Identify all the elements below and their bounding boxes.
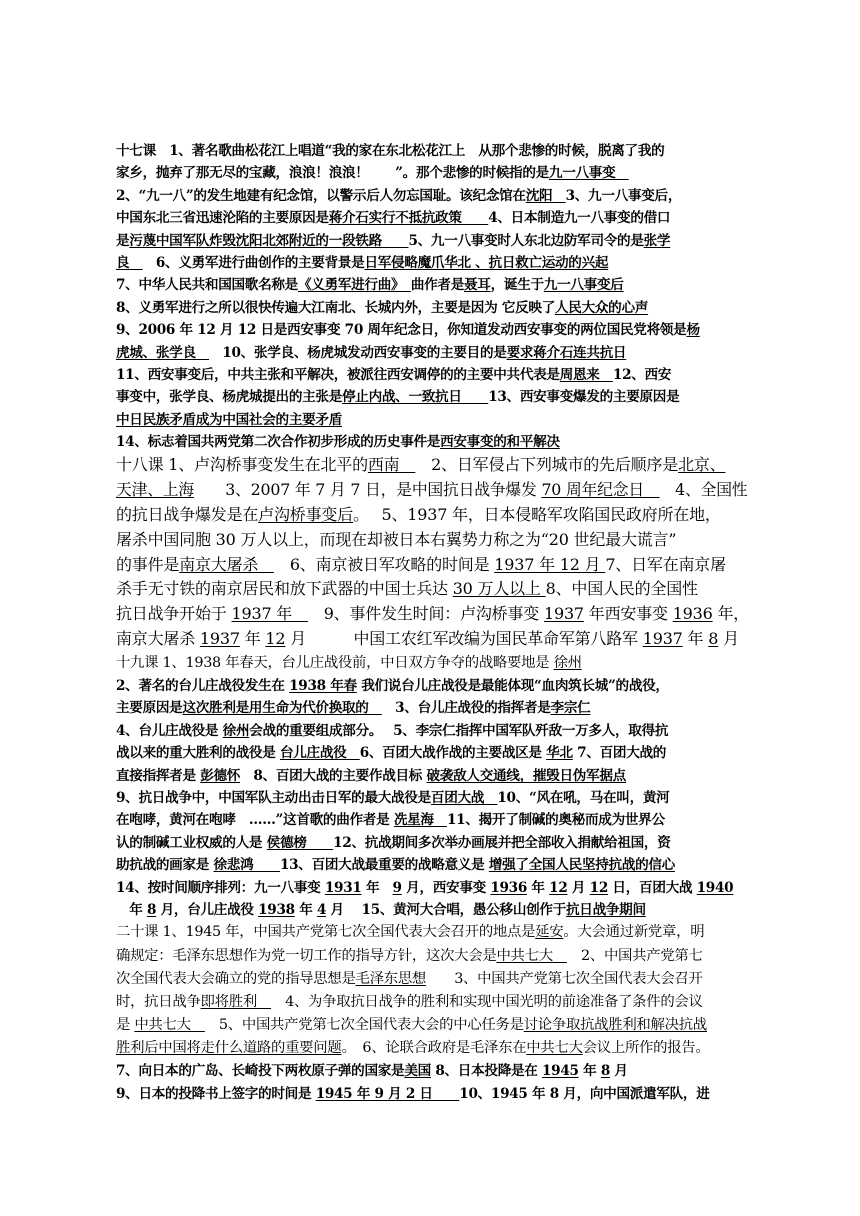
question-text: 9、日本的投降书上签字的时间是 [116,1085,316,1102]
question-text: 年 [578,1063,601,1080]
text-line [116,503,750,528]
answer-text: 1938 年春 [289,678,357,695]
question-text: 主要原因是 [116,700,183,717]
answer-text: 李宗仁 [550,700,591,717]
question-text: 是 [116,232,130,249]
question-text: 确规定：毛泽东思想作为党一切工作的指导方针，这次大会是 [116,947,497,964]
answer-text: 70 周年纪念日 [541,480,660,500]
answer-text: 台儿庄战役 [279,745,360,762]
text-line [116,787,750,809]
question-text: 的事件是 [116,554,180,574]
text-line [116,832,750,854]
answer-text: 1945 [542,1063,579,1080]
question-text: 3、九一八事变后， [565,187,682,204]
question-text: 会战的重要组成部分。 5、李宗仁指挥中国军队歼敌一万多人，取得抗 [249,722,669,739]
answer-text: 《义勇军进行曲》 [297,277,411,294]
answer-text: 1940 [696,879,734,896]
question-text: 2、日军侵占下列城市的先后顺序是 [415,455,679,475]
question-text: 会议上所作的报告。 [582,1040,710,1057]
text-line [116,553,750,578]
question-text: 时，抗日战争 [116,993,201,1010]
answer-text: 1938 [258,901,295,918]
answer-text: 中共七大 [134,1017,205,1034]
answer-text: 1931 [324,879,362,896]
answer-text: 4 [316,901,327,918]
answer-text: 1945 年 9 月 2 日 [315,1085,460,1102]
answer-text: 污蔑中国军队炸毁沈阳北郊附近的一段铁路 [129,232,409,249]
question-text: 4、台儿庄战役是 [116,722,223,739]
question-text: 8、百团大战的主要作战目标 [240,767,427,784]
answer-text: 破袭敌人交通线，摧毁日伪军据点 [426,767,626,784]
text-line [116,297,750,319]
answer-text: 九一八事变 [548,165,629,182]
text-line [116,945,750,968]
answer-text: 人民大众的心声 [555,299,649,316]
answer-text: 良 [116,254,143,271]
answer-text: 聂耳 [464,277,491,294]
answer-text: 杨 [686,322,700,339]
question-text: 月 [610,1063,628,1080]
text-line [116,230,750,252]
question-text: 13、百团大战最重要的战略意义是 [279,857,489,874]
text-line [116,1060,750,1082]
text-line [116,274,750,296]
text-line [116,720,750,742]
question-text: 。 6、论联合政府是毛泽东在 [341,1040,527,1057]
question-text: 曲作者是 [410,277,465,294]
question-text: 14、标志着国共两党第二次合作初步形成的历史事件是 [116,434,441,451]
question-text: 年 [116,901,148,918]
question-text: 6、义勇军进行曲创作的主要背景是 [142,254,365,271]
question-text: 3、2007 年 7 月 7 日，是中国抗日战争爆发 [194,480,542,500]
question-text: 14、按时间顺序排列：九一八事变 [116,879,325,896]
question-text: 8、义勇军进行之所以很快传遍大江南北、长城内外，主要是因为 它反映了 [116,299,555,316]
question-text: 中国东北三省迅速沦陷的主要原因是 [116,210,329,227]
question-text: 次全国代表大会确立的党的指导思想是 [116,970,356,987]
answer-text: 1937 [543,604,584,624]
question-text: 年 [294,901,317,918]
answer-text: 徐州 [222,722,250,739]
question-text: 年 [361,879,393,896]
text-line [116,991,750,1014]
text-line [116,742,750,764]
question-text: 南京大屠杀 [116,629,200,649]
answer-text: 彭德怀 [200,767,241,784]
text-line [116,809,750,831]
question-text: 13、西安事变爆发的主要原因是 [488,389,680,406]
question-text: 10、张学良、杨虎城发动西安事变的主要目的是 [209,344,507,361]
question-text: 二十课 1、1945 年，中国共产党第七次全国代表大会召开的地点是 [116,924,536,941]
document-page [116,140,750,1105]
question-text: 12、西安 [612,366,672,383]
question-text: 4、日本制造九一八事变的借口 [488,210,671,227]
answer-text: 12 [549,879,568,896]
answer-text: 1937 [642,629,683,649]
answer-text: 8 [600,1063,610,1080]
question-text: 8、中国人民的全国性 [545,579,698,599]
answer-text: 天津、上海 [116,480,194,500]
answer-text: 美国 [404,1063,431,1080]
answer-text: 中日民族矛盾成为中国社会的主要矛盾 [116,411,342,428]
question-text: ，诞生于 [490,277,544,294]
question-text: 年 [682,629,709,649]
answer-text: 胜利后中国将走什么道路的重要问题 [116,1040,342,1057]
answer-text: 冼星海 [393,812,448,829]
question-text: 1、著名歌曲松花江上唱道“我的家在东北松花江上 从那个悲惨的时候，脱离了我的 [169,143,665,159]
question-text: 助抗战的画家是 [116,857,214,874]
answer-text: 这次胜利是用生命为代价换取的 [182,700,382,717]
answer-text: 沈阳 [525,187,566,204]
answer-text: 中共七大 [496,947,567,964]
text-line [116,968,750,991]
answer-text: 讨论争取抗战胜利和解决抗战 [523,1017,707,1034]
answer-text: 要求蒋介石连共抗日 [506,344,627,361]
question-text: 的抗日战争爆发是在 [116,505,259,525]
text-line [116,409,750,431]
question-text: 5、九一八事变时人东北边防军司令的是 [408,232,644,249]
question-text: 9、抗日战争中，中国军队主动出击日军的最大战役是 [116,789,431,806]
question-text: 2、“九一八”的发生地建有纪念馆，以警示后人勿忘国耻。该纪念馆在 [116,187,526,204]
answer-text: 徐悲鸿 [213,857,280,874]
question-text: 10、1945 年 8 月，向中国派遣军队，进 [459,1085,710,1102]
question-text: 3、台儿庄战役的指挥者是 [381,700,551,717]
question-text: 直接指挥者是 [116,767,201,784]
question-text: 2、著名的台儿庄战役发生在 [116,678,290,695]
text-line [116,899,750,921]
question-text: 月 [567,879,590,896]
question-text: 月 [718,629,739,649]
question-text: 。大会通过新党章，明 [563,924,705,941]
answer-text: 1936 [490,879,527,896]
text-line [116,528,750,553]
question-text: 日，百团大战 [608,879,697,896]
text-line [116,602,750,627]
answer-text: 西安事变的和平解决 [440,434,560,451]
answer-text: 徐州 [553,654,582,671]
answer-text: 百团大战 [430,789,498,806]
question-text: 9、2006 年 12 月 12 日是西安事变 70 周年纪念日，你知道发动西安事变的两位国民党将领是 [116,322,687,339]
answer-text: 停止内战、一致抗日 [342,389,489,406]
text-line [116,1083,750,1105]
question-text: 是 [116,1017,135,1034]
answer-text: 华北 [546,745,573,762]
answer-text: 8 [147,901,157,918]
text-line [116,652,750,675]
answer-text: 日军侵略魔爪华北 、抗日救亡运动的兴起 [364,254,609,271]
question-text: 月，西安事变 [401,879,491,896]
question-text: 十八课 1、卢沟桥事变发生在北平的 [116,455,368,475]
answer-text: 南京大屠杀 [179,554,275,574]
answer-text: 即将胜利 [200,993,272,1010]
text-line [116,431,750,453]
question-text: 事变中，张学良、杨虎城提出的主张是 [116,389,342,406]
text-line [116,1037,750,1060]
answer-text: 张学 [643,232,671,249]
answer-text: 西南 [367,455,416,475]
answer-text: 1937 年 [231,604,308,624]
answer-text: 九一八事变后 [543,277,624,294]
text-line [116,697,750,719]
question-text: 抗日战争开始于 [116,604,232,624]
question-text: 家乡，抛弃了那无尽的宝藏，浪浪！浪浪！ ”。那个悲惨的时候指的是 [116,165,549,182]
text-line [116,854,750,876]
answer-text: 30 万人以上 [452,579,546,599]
text-line [116,364,750,386]
answer-text: 1936 [672,604,713,624]
answer-text: 9 [392,879,402,896]
question-text: 在咆哮，黄河在咆哮 ……”这首歌的曲作者是 [116,812,394,829]
question-text: 。 5、1937 年，日本侵略军攻陷国民政府所在地， [353,505,721,525]
question-text: 8、日本投降是在 [430,1063,543,1080]
text-line [116,627,750,652]
question-text: 认的制碱工业权威的人是 [116,834,267,851]
question-text: 年西安事变 [583,604,673,624]
question-text: 4、为争取抗日战争的胜利和实现中国光明的前途准备了条件的会议 [271,993,703,1010]
text-line [116,342,750,364]
question-text: 4、全国性 [659,480,748,500]
text-line [116,765,750,787]
answer-text: 抗日战争期间 [566,901,646,918]
question-text: 月 15、黄河大合唱，愚公移山创作于 [326,901,566,918]
question-text: 2、中国共产党第七 [566,947,703,964]
text-line [116,386,750,408]
question-text: 年 [527,879,550,896]
answer-text: 卢沟桥事变后 [258,505,354,525]
answer-text: 中共七大 [526,1040,583,1057]
text-line [116,675,750,697]
answer-text: 虎城、张学良 [116,344,210,361]
answer-text: 蒋介石实行不抵抗政策 [328,210,489,227]
question-text: 6、百团大战作战的主要战区是 [359,745,547,762]
question-text: 屠杀中国同胞 30 万人以上，而现在却被日本右翼势力称之为“20 世纪最大谎言” [116,529,677,549]
question-text: 3、中国共产党第七次全国代表大会召开 [426,970,703,987]
question-text: 月 中国工农红军改编为国民革命军第八路军 [285,629,643,649]
question-text: 我们说台儿庄战役是最能体现“血肉筑长城”的战役， [356,678,669,695]
question-text: 11、揭开了制碱的奥秘而成为世界公 [447,812,665,829]
text-line [116,478,750,503]
question-text: 月，台儿庄战役 [156,901,259,918]
question-text: 5、中国共产党第七次全国代表大会的中心任务是 [204,1017,524,1034]
question-text: 7、向日本的广岛、长崎投下两枚原子弹的国家是 [116,1063,405,1080]
text-line [116,162,750,184]
question-text: 十七课 [116,143,170,159]
answer-text: 8 [708,629,719,649]
question-text: 杀手无寸铁的南京居民和放下武器的中国士兵达 [116,579,453,599]
answer-text: 北京、 [678,455,726,475]
answer-text: 侯德榜 [266,834,334,851]
answer-text: 延安 [535,924,564,941]
text-line [116,1014,750,1037]
answer-text: 12 [265,629,286,649]
text-line [116,252,750,274]
text-line [116,877,750,899]
question-text: 年， [712,604,750,624]
text-line [116,140,750,162]
question-text: 7、百团大战的 [572,745,667,762]
question-text: 6、南京被日军攻略的时间是 [274,554,495,574]
question-text: 十九课 1、1938 年春天，台儿庄战役前，中日双方争夺的战略要地是 [116,654,554,671]
question-text: 11、西安事变后，中共主张和平解决，被派往西安调停的的主要中共代表是 [116,366,560,383]
answer-text: 12 [589,879,608,896]
answer-text: 毛泽东思想 [355,970,427,987]
text-line [116,185,750,207]
answer-text: 1937 [199,629,240,649]
text-line [116,453,750,478]
question-text: 12、抗战期间多次举办画展并把全部收入捐献给祖国，资 [333,834,671,851]
text-line [116,207,750,229]
answer-text: 周恩来 [559,366,613,383]
text-line [116,921,750,944]
question-text: 10、“风在吼，马在叫，黄河 [497,789,670,806]
question-text: 年 [239,629,266,649]
text-line [116,319,750,341]
text-line [116,577,750,602]
question-text: 7、中华人民共和国国歌名称是 [116,277,298,294]
question-text: 9、事件发生时间：卢沟桥事变 [307,604,544,624]
answer-text: 增强了全国人民坚持抗战的信心 [488,857,675,874]
question-text: 7、日军在南京屠 [605,554,726,574]
answer-text: 1937 年 12 月 [494,554,606,574]
question-text: 战以来的重大胜利的战役是 [116,745,280,762]
